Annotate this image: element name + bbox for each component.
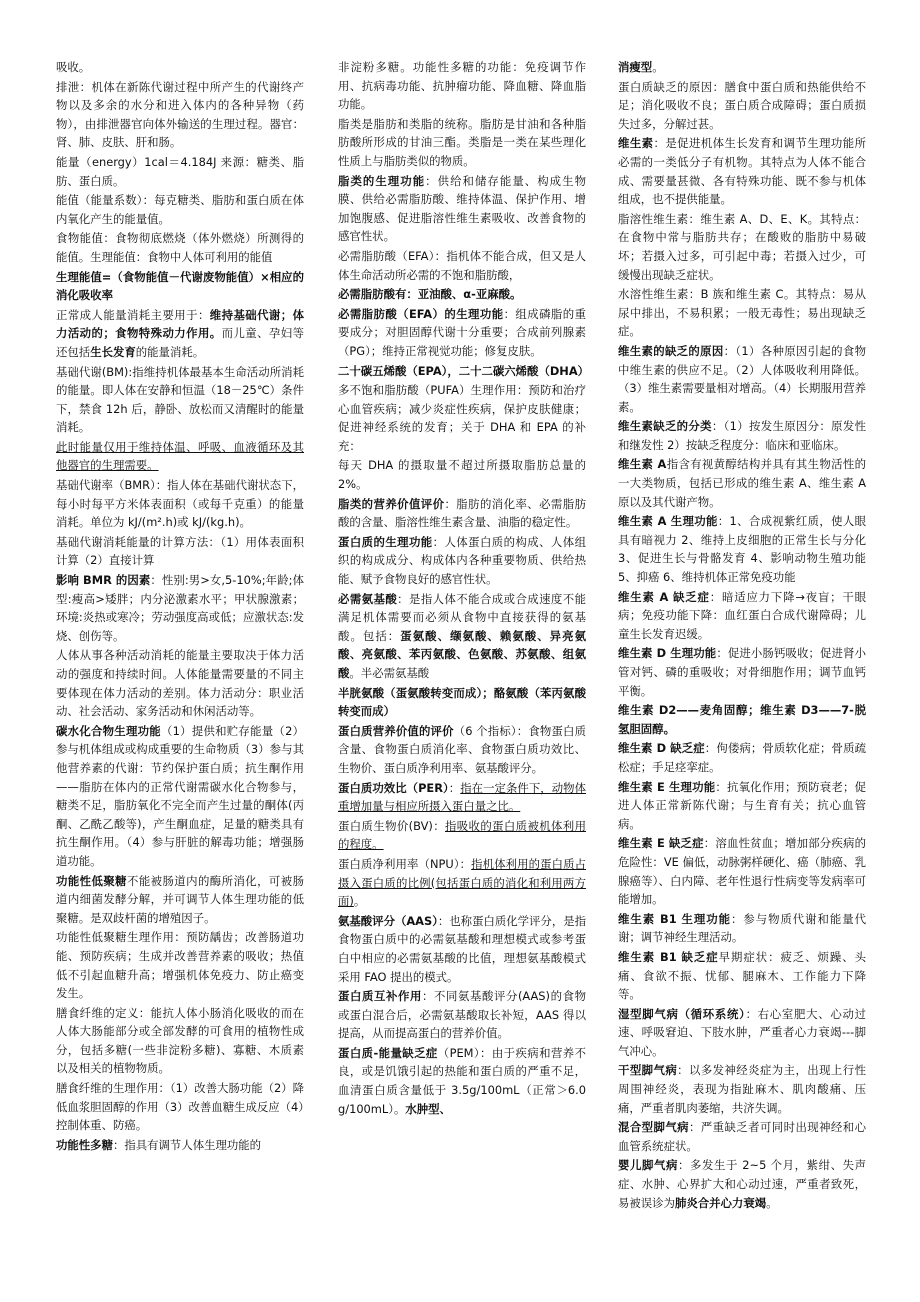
bold-text: 水肿型、	[405, 1101, 451, 1116]
paragraph	[618, 739, 866, 776]
bold-text: 肺炎合并心力衰竭	[674, 1195, 767, 1210]
paragraph	[618, 512, 866, 586]
paragraph	[618, 285, 866, 341]
paragraph	[56, 571, 304, 645]
text: ：也称蛋白质化学评分，是指食物蛋白质中的必需氨基酸和理想模式或参考蛋白中相应的必需氨基酸的比值，理想氨基酸模式采用 FAO 提出的模式。	[338, 913, 586, 984]
bold-text: 必需脂肪酸有：亚油酸、α-亚麻酸。	[338, 287, 522, 302]
bold-text: 维生素 B1 缺乏症	[618, 949, 719, 964]
paragraph	[338, 1044, 586, 1118]
bold-text: 维生素 D 缺乏症	[618, 741, 705, 756]
paragraph	[618, 1118, 866, 1155]
text: ：供给和储存能量、构成生物膜、供给必需脂肪酸、维持体温、保护作用、增加饱腹感、促进脂溶性维生素吸收、改善食物的感官性状。	[338, 173, 586, 244]
paragraph	[338, 779, 586, 816]
paragraph	[56, 476, 304, 532]
text: 蛋白质净利用率（NPU）：	[338, 856, 472, 871]
paragraph	[338, 456, 586, 493]
text: 吸收。	[56, 60, 91, 74]
paragraph	[56, 306, 304, 362]
text: 能量（energy）1cal＝4.184J 来源：糖类、脂肪、蛋白质。	[56, 154, 304, 188]
paragraph	[56, 1079, 304, 1135]
underlined-text: 指吸收的蛋白质被机体利用的程度。	[338, 818, 586, 852]
paragraph	[56, 191, 304, 228]
text: 。	[353, 894, 366, 909]
text: 早期症状：疲乏、烦躁、头痛、食欲不振、忧郁、腿麻木、工作能力下降等。	[618, 949, 866, 1002]
paragraph	[338, 495, 586, 532]
text: 膳食纤维的生理作用：（1）改善大肠功能（2）降低血浆胆固醇的作用（3）改善血糖生成反应（4）控制体重、防癌。	[56, 1081, 304, 1133]
text: 而儿童、孕妇等还包括	[56, 326, 304, 359]
text: ：指具有调节人体生理功能的	[112, 1137, 262, 1152]
text: ：参与物质代谢和能量代谢；调节神经生理活动。	[618, 911, 866, 945]
bold-text: 干型脚气病	[618, 1063, 678, 1078]
text: 基础代谢(BM):指维持机体最基本生命活动所消耗的能量。即人体在安静和恒温（18－25℃）条件下，禁食 12h 后，静卧、放松而又清醒时的能量消耗。	[56, 364, 304, 435]
column-2	[338, 58, 590, 1119]
text: ：不同氨基酸评分(AAS)的食物或蛋白混合后，必需氨基酸取长补短，AAS 得以提高，从而提高蛋白的营养价值。	[338, 989, 586, 1041]
paragraph	[618, 210, 866, 284]
bold-text: 维生素 D2——麦角固醇；维生素 D3——7-脱氢胆固醇。	[618, 703, 866, 736]
paragraph	[618, 834, 866, 908]
paragraph	[338, 590, 586, 683]
text: ：抗氧化作用；预防衰老；促进人体正常新陈代谢；与生育有关；抗心血管病。	[618, 779, 866, 831]
text: 不能被肠道内的酶所消化，可被肠道内细菌发酵分解，并可调节人体生理功能的低聚糖。是双歧杆菌的增殖因子。	[56, 873, 304, 925]
bold-text: 维生素的缺乏的原因	[618, 343, 724, 358]
text: ：脂肪的消化率、必需脂肪酸的含量、脂溶性维生素含量、油脂的稳定性。	[338, 496, 586, 530]
bold-text: 混合型脚气病	[618, 1120, 689, 1135]
paragraph	[56, 1004, 304, 1078]
text: ：多发生于 2~5 个月，紫绀、失声症、水肿、心界扩大和心动过速，严重者致死，易被误诊为	[618, 1158, 866, 1210]
paragraph	[338, 247, 586, 284]
text: ：促进小肠钙吸收；促进肾小管对钙、磷的重吸收；对骨细胞作用；调节血钙平衡。	[618, 646, 866, 698]
paragraph	[56, 722, 304, 871]
text: 的能量消耗。	[135, 344, 205, 359]
paragraph	[618, 778, 866, 834]
bold-text: 维生素 A 缺乏症	[618, 589, 710, 604]
text: 人体从事各种活动消耗的能量主要取决于体力活动的强度和持续时间。人体能量需要量的不同主要体现在体力活动的差别。体力活动分：职业活动、社会活动、家务活动和休闲活动等。	[56, 648, 304, 719]
text: ：以多发神经炎症为主，出现上行性周围神经炎，表现为指趾麻木、肌肉酸痛、压痛，严重者肌肉萎缩，共济失调。	[618, 1063, 866, 1115]
paragraph	[618, 58, 866, 77]
text: 非淀粉多糖。功能性多糖的功能：免疫调节作用、抗病毒功能、抗肿瘤功能、降血糖、降血脂功能。	[338, 60, 586, 112]
bold-text: 必需氨基酸	[338, 591, 398, 606]
text: 每天 DHA 的摄取量不超过所摄取脂肪总量的 2%。	[338, 458, 586, 492]
text: （PEM）：由于疾病和营养不良，或是饥饿引起的热能和蛋白质的严重不足，血清蛋白质含量低于 3.5g/100mL（正常＞6.0g/100mL）。	[338, 1045, 586, 1116]
text: ：是指人体不能合成或合成速度不能满足机体需要而必须从食物中直接获得的氨基酸。包括：	[338, 591, 586, 643]
paragraph	[338, 115, 586, 171]
bold-text: 蛋氨酸、缬氨酸、赖氨酸、异亮氨酸、亮氨酸、苯丙氨酸、色氨酸、苏氨酸、组氨酸	[338, 628, 586, 680]
bold-text: 脂类的营养价值评价	[338, 496, 445, 511]
paragraph	[618, 948, 866, 1004]
bold-text: 维生素 E 生理功能	[618, 779, 716, 794]
paragraph	[338, 855, 586, 911]
text: ：右心室肥大、心动过速、呼吸窘迫、下肢水肿，严重者心力衰竭---脚气冲心。	[618, 1006, 866, 1058]
text: 能值（能量系数）：每克糖类、脂肪和蛋白质在体内氧化产生的能量值。	[56, 193, 304, 226]
bold-text: 碳水化合物生理功能	[56, 723, 161, 738]
column-3	[618, 58, 866, 1213]
bold-text: 蛋白质营养价值的评价	[338, 723, 454, 738]
paragraph	[618, 910, 866, 947]
text: 脂类是脂肪和类脂的统称。脂肪是甘油和各种脂肪酸所形成的甘油三酯。类脂是一类在某些理化性质上与脂肪类似的物质。	[338, 116, 586, 168]
paragraph	[338, 987, 586, 1043]
paragraph	[338, 533, 586, 589]
text: ：性别:男>女,5-10%;年龄;体型:瘦高>矮胖；内分泌激素水平；甲状腺激素；环境:炎热或寒冷；劳动强度高或低；应激状态:发烧、创伤等。	[56, 573, 304, 643]
paragraph	[338, 285, 586, 304]
paragraph	[56, 646, 304, 720]
text: ：溶血性贫血；增加部分疾病的危险性：VE 偏低，动脉粥样硬化、癌（肺癌、乳腺癌等）、白内障、老年性退行性病变等发病率可能增加。	[618, 836, 866, 907]
bold-text: 维生素 A 生理功能	[618, 514, 718, 529]
paragraph	[618, 588, 866, 644]
underlined-text: 此时能量仅用于维持体温、呼吸、血液循环及其他器官的生理需要。	[56, 439, 304, 473]
bold-text: 功能性多糖	[56, 1137, 113, 1152]
paragraph	[338, 912, 586, 986]
paragraph	[338, 684, 586, 721]
bold-text: 影响 BMR 的因素	[56, 573, 151, 588]
bold-text: 维生素缺乏的分类	[618, 419, 712, 434]
text: 正常成人能量消耗主要用于：	[56, 307, 210, 322]
paragraph	[618, 78, 866, 134]
text: ：是促进机体生长发育和调节生理功能所必需的一类低分子有机物。其特点为人体不能合成、需要量甚微、各有特殊功能、既不参与机体组成，也不提供能量。	[618, 136, 866, 207]
text: 膳食纤维的定义：能抗人体小肠消化吸收的而在人体大肠能部分或全部发酵的可食用的植物性成分，包括多糖(一些非淀粉多糖)、寡糖、木质素以及相关的植物物质。	[56, 1005, 304, 1076]
bold-text: 蛋白质-能量缺乏症	[338, 1045, 438, 1060]
paragraph	[618, 455, 866, 511]
paragraph	[618, 342, 866, 416]
paragraph	[618, 644, 866, 700]
bold-text: 必需脂肪酸（EFA）的生理功能	[338, 306, 504, 321]
paragraph	[618, 1156, 866, 1212]
text: ：组成磷脂的重要成分；对胆固醇代谢十分重要；合成前列腺素（PG）；维持正常视觉功能；修复皮肤。	[338, 306, 586, 358]
paragraph	[338, 362, 590, 381]
paragraph	[338, 172, 586, 246]
bold-text: 维生素 B1 生理功能	[618, 911, 731, 926]
bold-text: 湿型脚气病（循环系统）	[618, 1006, 746, 1021]
underlined-text: 指机体利用的蛋白质占摄入蛋白质的比例(包括蛋白质的消化和利用两方面)	[338, 856, 586, 909]
paragraph	[338, 58, 586, 114]
paragraph	[56, 872, 304, 928]
text: ：（1）各种原因引起的食物中维生素的供应不足。（2）人体吸收利用降低。（3）维生素需要量相对增高。（4）长期服用营养素。	[618, 343, 866, 414]
column-1	[56, 58, 304, 1155]
bold-text: 维生素	[618, 136, 654, 151]
paragraph	[56, 78, 304, 152]
text: 。	[652, 60, 664, 74]
text: ：严重缺乏者可同时出现神经和心血管系统症状。	[618, 1120, 866, 1153]
paragraph	[618, 417, 866, 454]
text: 。半必需氨基酸	[349, 666, 430, 680]
text: （1）提供和贮存能量（2）参与机体组成或构成重要的生命物质（3）参与其他营养素的代谢：节约保护蛋白质；抗生酮作用——脂肪在体内的正常代谢需碳水化合物参与，糖类不足，脂肪氧化不完全而产生过量的酮体(丙酮、乙酰乙酸等)，产生酮血症，足量的糖类具有抗生酮作用。（4）参与肝脏的解毒功能；增强肠道功能。	[56, 723, 304, 868]
text: 指含有视黄醇结构并具有其生物活性的一大类物质，包括已形成的维生素 A、维生素 A 原以及其代谢产物。	[618, 457, 866, 509]
text: 脂溶性维生素：维生素 A、D、E、K。其特点：在食物中常与脂肪共存；在酸败的脂肪中易破坏；若摄入过多，可引起中毒；若摄入过少，可缓慢出现缺乏症状。	[618, 211, 866, 282]
paragraph	[338, 817, 586, 854]
text: 食物能值：食物彻底燃烧（体外燃烧）所测得的能值。生理能值：食物中人体可利用的能值	[56, 231, 304, 264]
bold-text: 消瘦型	[618, 60, 653, 74]
underlined-text: 指在一定条件下，动物体重增加量与相应所摄入蛋白量之比。	[338, 780, 586, 814]
text: 。	[766, 1195, 778, 1210]
bold-text: 婴儿脚气病	[618, 1158, 679, 1173]
text: 功能性低聚糖生理作用：预防龋齿；改善肠道功能、预防疾病；生成并改善营养素的吸收；热值低不引起血糖升高；增强机体免疫力、防止癌变发生。	[56, 930, 304, 1001]
text: ：佝偻病；骨质软化症；骨质疏松症；手足痉挛症。	[618, 741, 866, 774]
paragraph	[56, 533, 304, 570]
text: 水溶性维生素：B 族和维生素 C。其特点：易从尿中排出，不易积累；一般无毒性；易出现缺乏症。	[618, 287, 866, 339]
bold-text: 维生素 A	[618, 457, 667, 472]
paragraph	[618, 1061, 866, 1117]
text: 蛋白质生物价(BV)：	[338, 818, 445, 833]
bold-text: 脂类的生理功能	[338, 173, 426, 188]
bold-text: 蛋白质的生理功能	[338, 534, 433, 549]
text: 排泄：机体在新陈代谢过程中所产生的代谢终产物以及多余的水分和进入体内的各种异物（药物），由排泄器官向体外输送的生理过程。器官：肾、肺、皮肤、肝和肠。	[56, 79, 304, 150]
text: （6 个指标）：食物蛋白质含量、食物蛋白质消化率、食物蛋白质功效比、生物价、蛋白质净利用率、氨基酸评分。	[338, 723, 586, 775]
paragraph	[56, 229, 304, 266]
bold-text: 蛋白质功效比（PER）	[338, 780, 449, 795]
bold-text: 功能性低聚糖	[56, 873, 127, 888]
bold-text: 生理能值=（食物能值－代谢废物能值）×相应的消化吸收率	[56, 269, 304, 303]
bold-text: 二十碳五烯酸（EPA），二十二碳六烯酸（DHA）	[338, 363, 590, 378]
paragraph	[56, 58, 304, 77]
text: ：暗适应力下降→夜盲；干眼病；免疫功能下降：血红蛋白合成代谢障碍；儿童生长发育迟缓。	[618, 589, 867, 641]
paragraph	[338, 381, 586, 455]
paragraph	[56, 363, 304, 437]
paragraph	[56, 153, 304, 190]
text: 多不饱和脂肪酸（PUFA）生理作用：预防和治疗心血管疾病；减少炎症性疾病，保护皮肤健康；促进神经系统的发育；关于 DHA 和 EPA 的补充：	[338, 383, 586, 453]
bold-text: 半胱氨酸（蛋氨酸转变而成）；酪氨酸（苯丙氨酸转变而成）	[338, 685, 586, 719]
bold-text: 蛋白质互补作用	[338, 989, 422, 1004]
paragraph	[618, 701, 866, 738]
text: ：	[448, 780, 461, 795]
text: ：人体蛋白质的构成、人体组织的构成成分、构成体内各种重要物质、供给热能、赋予食物良好的感官性状。	[338, 534, 586, 587]
paragraph	[338, 305, 586, 361]
text: ：（1）按发生原因分：原发性和继发性 2）按缺乏程度分：临床和亚临床。	[618, 419, 866, 452]
bold-text: 维生素 E 缺乏症	[618, 836, 704, 851]
paragraph	[618, 1005, 866, 1061]
bold-text: 生长发育	[90, 344, 136, 359]
paragraph	[56, 438, 304, 475]
paragraph	[56, 1136, 304, 1155]
text: 基础代谢消耗能量的计算方法：（1）用体表面积计算（2）直接计算	[56, 534, 304, 568]
text: 必需脂肪酸（EFA）：指机体不能合成，但又是人体生命活动所必需的不饱和脂肪酸，	[338, 248, 586, 282]
paragraph	[56, 928, 304, 1002]
text: ：1、合成视紫红质，使人眼具有暗视力 2、维持上皮细胞的正常生长与分化 3、促进生长与骨骼发育 4、影响动物生殖功能 5、抑癌 6、维持机体正常免疫功能	[618, 514, 867, 585]
text: 基础代谢率（BMR）：指人体在基础代谢状态下，每小时每平方米体表面积（或每千克重）的能量消耗。单位为 kJ/(m².h)或 kJ/(kg.h)。	[56, 478, 304, 530]
text: 蛋白质缺乏的原因：膳食中蛋白质和热能供给不足；消化吸收不良；蛋白质合成障碍；蛋白质损失过多，分解过甚。	[618, 79, 866, 131]
bold-text: 维持基础代谢；体力活动的；食物特殊动力作用。	[56, 307, 304, 341]
paragraph	[618, 134, 866, 208]
bold-text: 氨基酸评分（AAS）	[338, 913, 438, 928]
paragraph	[56, 268, 304, 305]
bold-text: 维生素 D 生理功能	[618, 646, 717, 661]
paragraph	[338, 722, 586, 778]
